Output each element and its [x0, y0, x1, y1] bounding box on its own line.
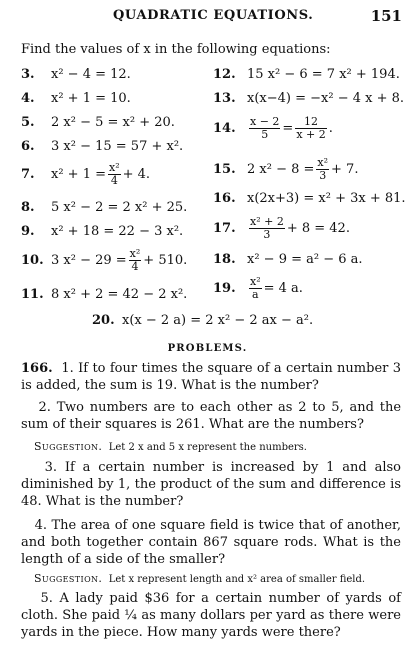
equation-number: 14. — [213, 121, 236, 136]
equation-13 — [213, 91, 404, 107]
equation-rhs: + 510. — [143, 253, 188, 268]
equation-number: 7. — [21, 167, 35, 182]
problem-number: 2. — [38, 400, 51, 415]
fraction-numerator: x² — [317, 156, 329, 169]
header-title: QUADRATIC EQUATIONS. — [113, 8, 314, 23]
equation-number: 15. — [213, 162, 236, 177]
equation-number: 18. — [213, 252, 236, 267]
problem-text: A lady paid $36 for a certain number of yards of cloth. She paid ¼ as many dollars per yard as there were yards in the piece. How many yards were there? — [21, 591, 401, 640]
equation-expression: x² + 1 = 10. — [51, 91, 131, 106]
fraction — [295, 116, 326, 141]
fraction — [249, 276, 262, 301]
problem-number: 3. — [44, 460, 57, 475]
problem-3 — [21, 459, 401, 510]
suggestion-label: Suggestion. — [34, 440, 103, 453]
problem-number: 5. — [40, 591, 53, 606]
equation-expression: x² − 9 = a² − 6 a. — [247, 252, 363, 267]
equation-15 — [213, 157, 358, 182]
equation-3 — [21, 67, 131, 83]
fraction-numerator: x² — [250, 275, 261, 288]
equation-expression: 3 x² − 15 = 57 + x². — [51, 139, 184, 154]
equation-6 — [21, 139, 183, 155]
suggestion-text: Let x represent length and x² area of smaller field. — [108, 574, 366, 585]
equation-expression: x(x−4) = −x² − 4 x + 8. — [247, 91, 405, 106]
equation-lhs: 2 x² − 8 = — [247, 162, 315, 177]
problem-text: The area of one square field is twice that of another, and both together contain 867 square rods. What is the length of a side of the smaller? — [21, 518, 401, 567]
equation-10 — [21, 248, 187, 273]
equation-8 — [21, 200, 187, 216]
period: . — [328, 121, 333, 136]
problem-text: If to four times the square of a certain number 3 is added, the sum is 19. What is the number? — [21, 361, 401, 393]
equation-expression: x(x − 2 a) = 2 x² − 2 ax − a². — [122, 313, 314, 328]
equation-number: 10. — [21, 253, 44, 268]
suggestion-2 — [34, 440, 307, 453]
running-header — [0, 8, 415, 28]
equation-number: 12. — [213, 67, 236, 82]
problem-text: Two numbers are to each other as 2 to 5, and the sum of their squares is 261. What are the numbers? — [21, 400, 402, 432]
fraction-denominator: 3 — [319, 169, 327, 182]
problem-5 — [21, 590, 401, 641]
fraction-numerator: x² + 2 — [250, 215, 284, 228]
equation-19 — [213, 276, 303, 301]
fraction-numerator: x² — [129, 247, 141, 260]
equation-4 — [21, 91, 131, 107]
equation-7 — [21, 162, 150, 187]
equation-expression: x(2x+3) = x² + 3x + 81. — [247, 191, 406, 206]
equation-number: 4. — [21, 91, 35, 106]
equation-rhs: + 8 = 42. — [286, 221, 350, 236]
fraction — [108, 162, 121, 187]
problem-2 — [21, 399, 401, 433]
equation-rhs: = 4 a. — [263, 281, 303, 296]
problem-number: 1. — [61, 361, 74, 376]
equation-number: 13. — [213, 91, 236, 106]
problem-1 — [21, 360, 401, 394]
fraction — [129, 248, 142, 273]
equation-number: 5. — [21, 115, 35, 130]
fraction-numerator: x² — [109, 161, 120, 174]
equation-number: 20. — [92, 313, 115, 328]
equation-lhs: x² + 1 = — [51, 167, 106, 182]
equation-number: 9. — [21, 224, 35, 239]
exercise-intro: Find the values of x in the following equations: — [21, 42, 331, 57]
suggestion-text: Let 2 x and 5 x represent the numbers. — [108, 442, 307, 453]
equation-rhs: + 7. — [331, 162, 359, 177]
equation-11 — [21, 287, 187, 303]
equation-expression: 5 x² − 2 = 2 x² + 25. — [51, 200, 188, 215]
equation-rhs: + 4. — [122, 167, 151, 182]
problem-number: 4. — [34, 518, 47, 533]
page-number: 151 — [370, 7, 402, 25]
equation-number: 17. — [213, 221, 236, 236]
equation-18 — [213, 252, 363, 268]
problem-text: If a certain number is increased by 1 and also diminished by 1, the product of the sum and difference is 48. What is the number? — [21, 460, 402, 509]
section-title: PROBLEMS. — [167, 343, 248, 354]
equation-number: 3. — [21, 67, 35, 82]
fraction-numerator: 12 — [295, 116, 326, 129]
equation-expression: x² − 4 = 12. — [51, 67, 131, 82]
equation-5 — [21, 115, 175, 131]
equation-expression: 15 x² − 6 = 7 x² + 194. — [247, 67, 400, 82]
fraction — [249, 216, 285, 241]
fraction-denominator: 4 — [131, 260, 139, 273]
equation-20 — [92, 313, 313, 329]
equation-12 — [213, 67, 400, 83]
suggestion-4 — [34, 572, 365, 585]
equation-number: 19. — [213, 281, 236, 296]
fraction-denominator: x + 2 — [296, 128, 326, 141]
equation-expression: 2 x² − 5 = x² + 20. — [51, 115, 175, 130]
equation-17 — [213, 216, 350, 241]
fraction-denominator: 3 — [263, 228, 271, 241]
equation-number: 6. — [21, 139, 35, 154]
equation-number: 11. — [21, 287, 44, 302]
equation-expression: x² + 18 = 22 − 3 x². — [51, 224, 184, 239]
equation-lhs: 3 x² − 29 = — [51, 253, 127, 268]
fraction-denominator: 5 — [261, 128, 269, 141]
fraction-denominator: a — [252, 288, 259, 301]
fraction — [316, 157, 329, 182]
equation-number: 8. — [21, 200, 35, 215]
fraction-numerator: x − 2 — [250, 115, 280, 128]
problem-4 — [21, 517, 401, 568]
equation-expression: 8 x² + 2 = 42 − 2 x². — [51, 287, 188, 302]
equals-sign: = — [282, 121, 294, 136]
article-number: 166. — [21, 361, 53, 376]
fraction-denominator: 4 — [110, 174, 118, 187]
fraction — [249, 116, 280, 141]
equation-16 — [213, 191, 406, 207]
suggestion-label: Suggestion. — [34, 572, 103, 585]
equation-number: 16. — [213, 191, 236, 206]
equation-14 — [213, 116, 333, 141]
equation-9 — [21, 224, 183, 240]
